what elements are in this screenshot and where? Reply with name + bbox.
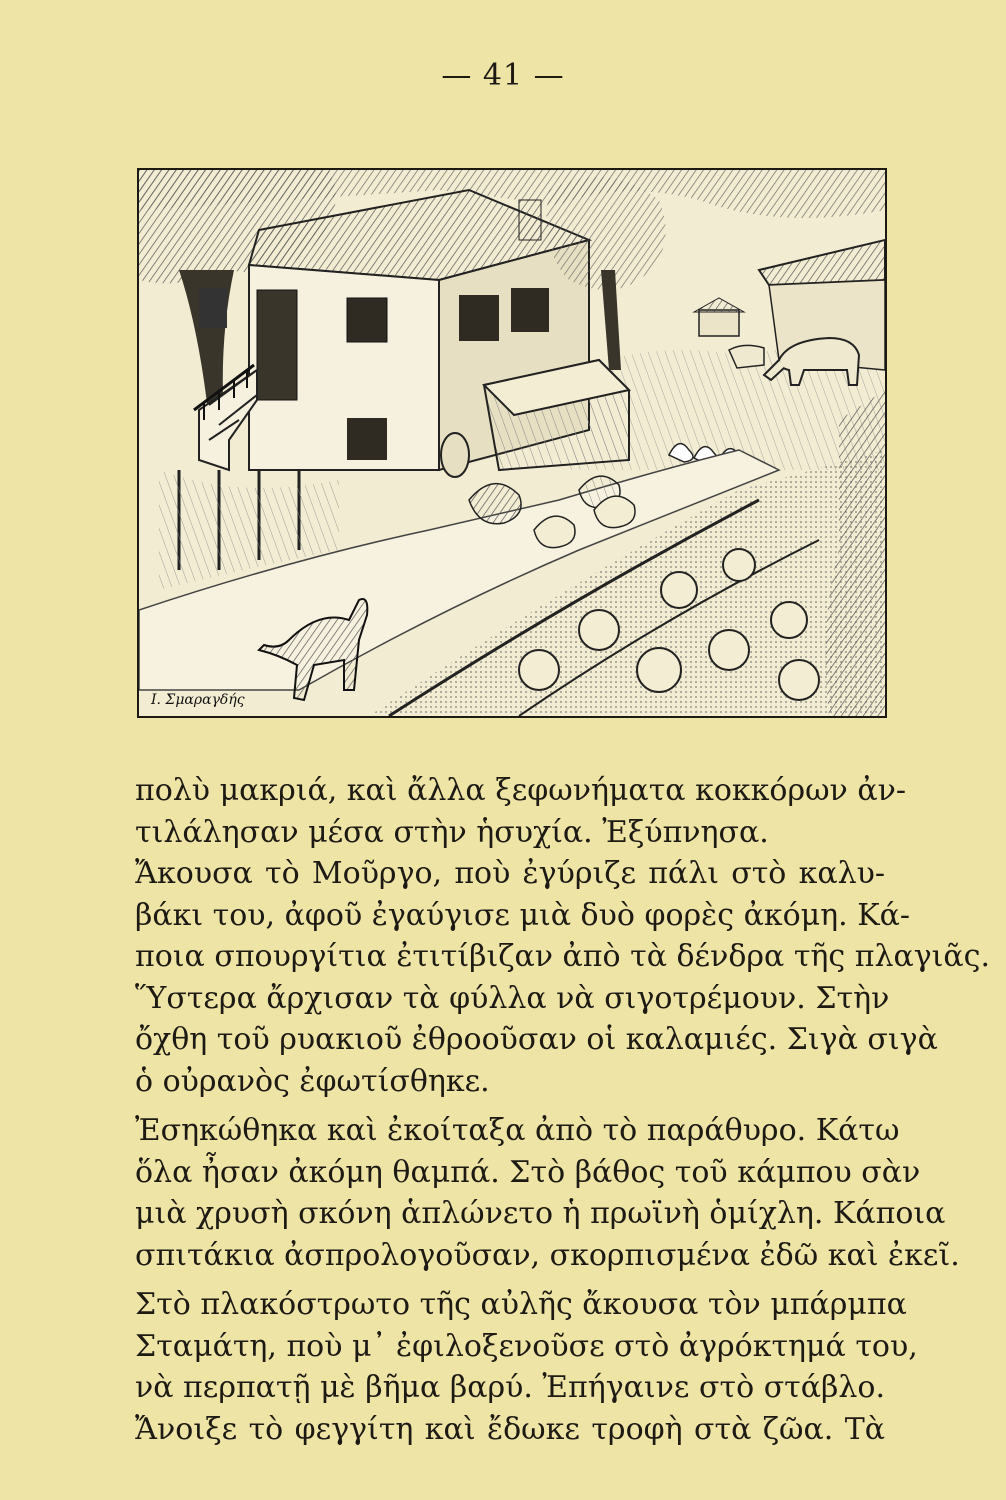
paragraph <box>135 1110 960 1276</box>
paragraph <box>135 853 991 1102</box>
text-line: σπιτάκια ἀσπρολογοῦσαν, σκορπισμένα ἐδῶ καὶ ἐκεῖ. <box>135 1237 960 1273</box>
text-line: μιὰ χρυσὴ σκόνη ἁπλώνετο ἡ πρωϊνὴ ὁμίχλη. Κάποια <box>135 1196 946 1231</box>
paragraph <box>135 1284 918 1450</box>
text-line: νὰ περπατῇ μὲ βῆμα βαρύ. Ἐπήγαινε στὸ στάβλο. <box>135 1370 885 1405</box>
text-line: ποια σπουργίτια ἐτιτίβιζαν ἀπὸ τὰ δένδρα τῆς πλαγιᾶς. <box>135 939 991 974</box>
text-line: ὅλα ἦσαν ἀκόμη θαμπά. Στὸ βάθος τοῦ κάμπου σὰν <box>135 1154 921 1190</box>
paragraph <box>135 770 906 853</box>
farmyard-drawing <box>139 170 885 716</box>
body-text <box>135 770 991 1450</box>
illustrator-signature: Ι. Σμαραγδής <box>151 692 245 708</box>
text-line: ὁ οὐρανὸς ἐφωτίσθηκε. <box>135 1063 490 1099</box>
barrel <box>441 433 469 477</box>
text-line: τιλάλησαν μέσα στὴν ἡσυχία. Ἐξύπνησα. <box>135 814 769 850</box>
page-number: — 41 — <box>441 58 565 93</box>
text-line: πολὺ μακριά, καὶ ἄλλα ξεφωνήματα κοκκόρων ἀν- <box>135 773 906 808</box>
text-line: βάκι του, ἀφοῦ ἐγαύγισε μιὰ δυὸ φορὲς ἀκόμη. Κά- <box>135 897 911 933</box>
text-line: ὄχθη τοῦ ρυακιοῦ ἐθροοῦσαν οἱ καλαμιές. Σιγὰ σιγὰ <box>135 1022 938 1057</box>
farmyard-illustration <box>137 168 887 718</box>
text-line: Σταμάτη, ποὺ μ᾽ ἐφιλοξενοῦσε στὸ ἀγρόκτημά του, <box>135 1328 918 1364</box>
text-line: Ὕστερα ἄρχισαν τὰ φύλλα νὰ σιγοτρέμουν. Στὴν <box>135 980 890 1016</box>
text-line: Ἄνοιξε τὸ φεγγίτη καὶ ἔδωκε τροφὴ στὰ ζῶα. Τὰ <box>135 1411 885 1447</box>
text-line: Ἄκουσα τὸ Μοῦργο, ποὺ ἐγύριζε πάλι στὸ καλυ- <box>135 856 885 891</box>
text-line: Ἐσηκώθηκα καὶ ἐκοίταξα ἀπὸ τὸ παράθυρο. Κάτω <box>135 1113 900 1148</box>
text-line: Στὸ πλακόστρωτο τῆς αὐλῆς ἄκουσα τὸν μπάρμπα <box>135 1287 907 1322</box>
